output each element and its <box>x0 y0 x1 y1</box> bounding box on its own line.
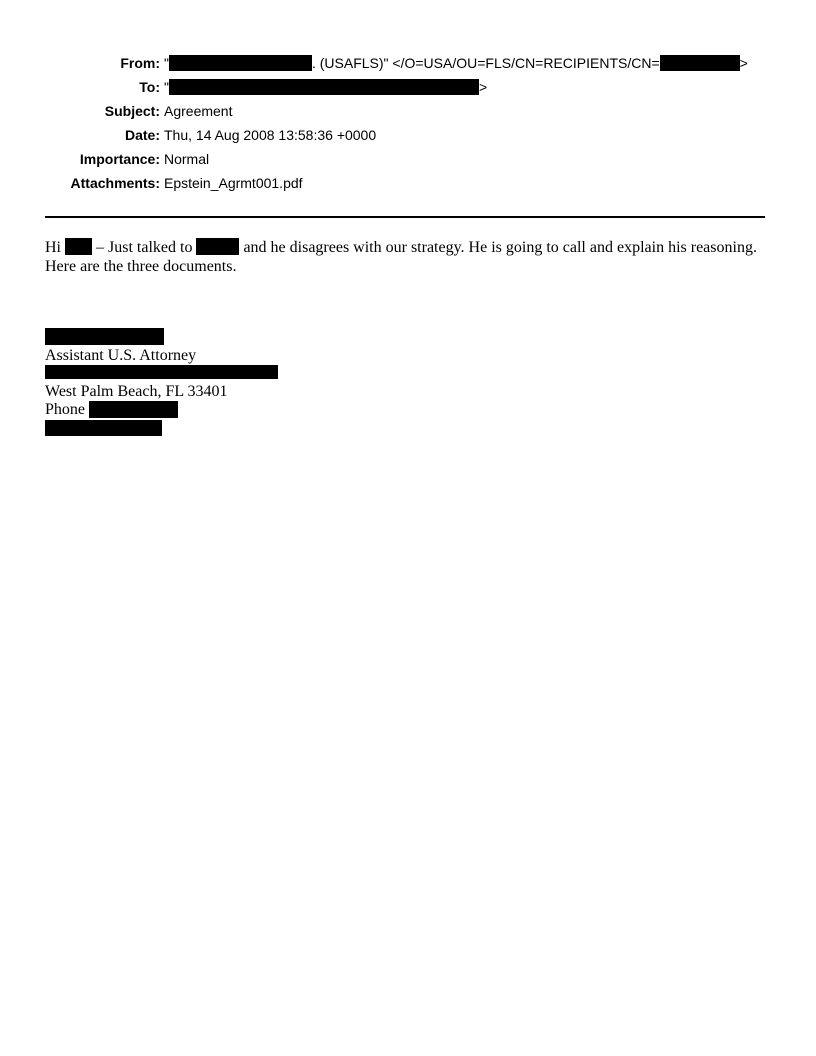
attachment-filename[interactable]: Epstein_Agrmt001.pdf <box>164 175 303 191</box>
attachments-label: Attachments: <box>70 175 160 191</box>
signature-title: Assistant U.S. Attorney <box>45 347 197 364</box>
message-greeting: Hi <box>45 239 61 256</box>
redaction-bar <box>65 238 92 255</box>
redacted-signature-email <box>45 420 162 436</box>
header-divider <box>45 216 765 218</box>
to-label: To: <box>139 79 160 95</box>
redaction-bar <box>169 79 479 95</box>
redacted-signature-address <box>45 365 278 379</box>
from-middle: . (USAFLS)" </O=USA/OU=FLS/CN=RECIPIENTS/CN= <box>311 55 660 71</box>
signature-phone-row <box>45 401 85 419</box>
date-value: Thu, 14 Aug 2008 13:58:36 +0000 <box>164 127 377 143</box>
message-text-b: and he disagrees with our strategy. He is going to call and explain his reasoning. <box>243 239 757 256</box>
message-text-c: Here are the three documents. <box>45 258 237 275</box>
date-label: Date: <box>124 127 160 143</box>
message-text-a: – Just talked to <box>96 239 193 256</box>
redaction-bar <box>169 55 312 71</box>
redacted-phone-number <box>89 401 178 418</box>
signature-phone-label: Phone <box>45 401 85 418</box>
message-line-1 <box>45 238 770 257</box>
from-suffix: > <box>739 55 748 71</box>
redaction-bar <box>196 238 239 255</box>
from-label: From: <box>120 55 160 71</box>
redaction-bar <box>660 55 740 71</box>
from-value <box>164 51 748 75</box>
redacted-signature-name <box>45 328 164 345</box>
signature-city: West Palm Beach, FL 33401 <box>45 383 228 400</box>
importance-value: Normal <box>164 151 210 167</box>
to-suffix: > <box>478 79 488 95</box>
from-prefix: " <box>164 55 169 71</box>
to-prefix: " <box>164 79 169 95</box>
to-value <box>164 75 487 99</box>
importance-label: Importance: <box>79 151 160 167</box>
subject-label: Subject: <box>104 103 160 119</box>
message-line-2 <box>45 257 770 276</box>
subject-value: Agreement <box>164 103 233 119</box>
